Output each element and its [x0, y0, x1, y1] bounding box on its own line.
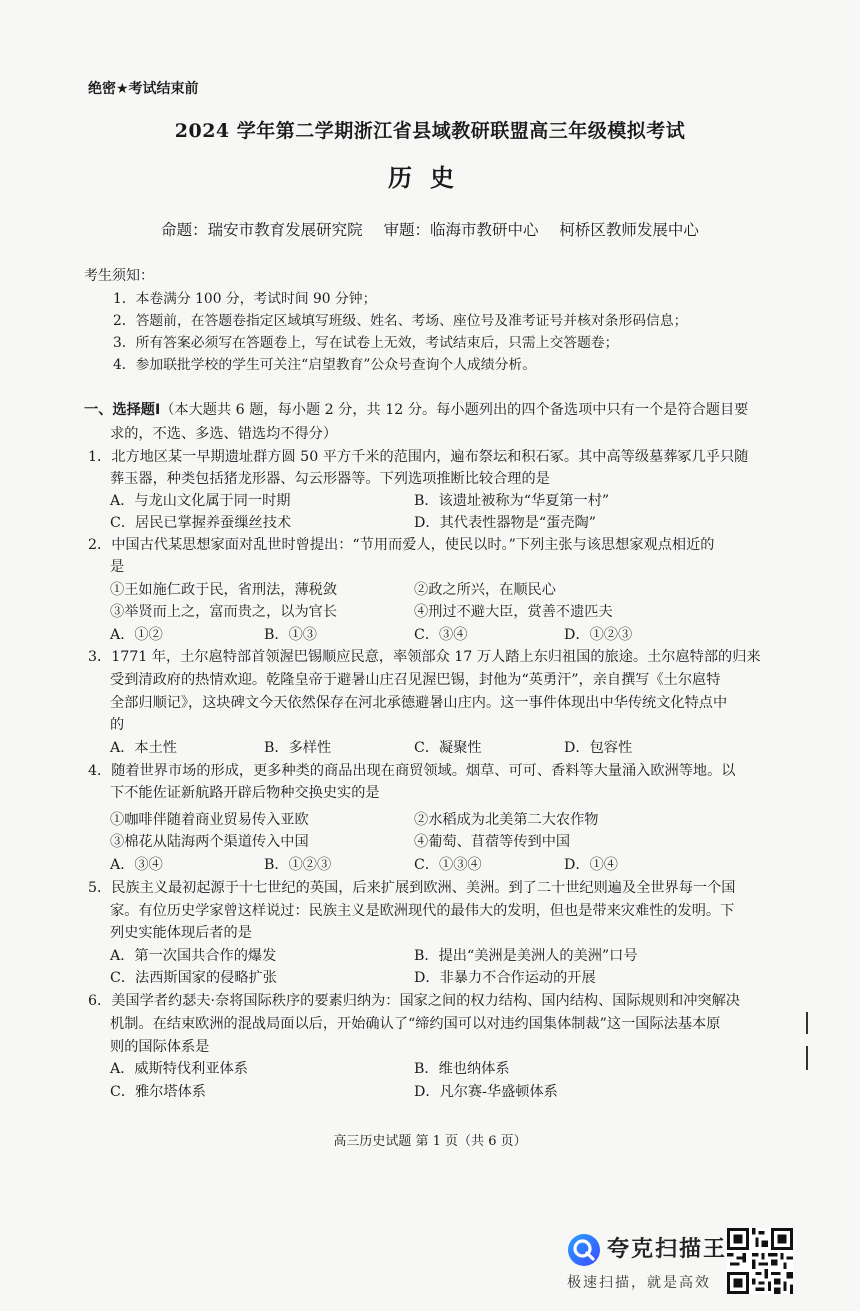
- q1-option-a: A．与龙山文化属于同一时期: [110, 493, 291, 509]
- section-heading: [84, 399, 748, 419]
- question-3-line: 的: [110, 717, 125, 733]
- question-4-line: 4．随着世界市场的形成，更多种类的商品出现在商贸领域。烟草、可可、香料等大量涌入欧洲等地。以: [88, 763, 736, 779]
- q5-option-c: C．法西斯国家的侵略扩张: [110, 970, 277, 986]
- scanner-name: 夸克扫描王: [607, 1237, 728, 1262]
- q3-option-d: D．包容性: [564, 740, 633, 756]
- q5-option-b: B．提出“美洲是美洲人的美洲”口号: [414, 948, 638, 964]
- q1-option-d: D．其代表性器物是“蛋壳陶”: [414, 515, 596, 531]
- q2-option-b: B．①③: [264, 627, 317, 643]
- notice-heading: 考生须知：: [84, 268, 154, 284]
- confidential-label: 绝密★考试结束前: [88, 81, 199, 97]
- notice-item: 1．本卷满分 100 分，考试时间 90 分钟；: [113, 291, 377, 307]
- question-3-line: 全部归顺记》，这块碑文今天依然保存在河北承德避暑山庄内。这一事件体现出中华传统文化特点中: [110, 695, 728, 711]
- notice-item: 4．参加联批学校的学生可关注“启望教育”公众号查询个人成绩分析。: [113, 357, 536, 373]
- q4-option-b: B．①②③: [264, 857, 332, 873]
- q1-option-c: C．居民已掌握养蚕缫丝技术: [110, 515, 292, 531]
- q4-option-a: A．③④: [110, 857, 163, 873]
- q2-item-4: ④刑过不避大臣，赏善不遗匹夫: [414, 604, 613, 620]
- question-5-line: 5．民族主义最初起源于十七世纪的英国，后来扩展到欧洲、美洲。到了二十世纪则遍及全世界每一个国: [88, 880, 736, 896]
- q6-option-d: D．凡尔赛-华盛顿体系: [414, 1084, 558, 1100]
- q3-option-a: A．本土性: [110, 740, 177, 756]
- page-footer: 高三历史试题 第 1 页（共 6 页）: [333, 1134, 527, 1149]
- q5-option-d: D．非暴力不合作运动的开展: [414, 970, 596, 986]
- q4-option-d: D．①④: [564, 857, 618, 873]
- question-6-line: 则的国际体系是: [110, 1039, 210, 1055]
- q2-option-d: D．①②③: [564, 627, 633, 643]
- q4-item-1: ①咖啡伴随着商业贸易传入亚欧: [110, 812, 309, 828]
- question-2-line: 2．中国古代某思想家面对乱世时曾提出：“节用而爱人，使民以时。”下列主张与该思想家观点相近的: [88, 537, 715, 553]
- margin-mark: [806, 1012, 808, 1034]
- question-5-line: 家。有位历史学家曾这样说过：民族主义是欧洲现代的最伟大的发明，但也是带来灾难性的发明。下: [110, 903, 735, 919]
- question-2-line: 是: [110, 559, 125, 575]
- q1-option-b: B．该遗址被称为“华夏第一村”: [414, 493, 610, 509]
- q4-item-2: ②水稻成为北美第二大农作物: [414, 812, 599, 828]
- question-1-line: 1．北方地区某一早期遗址群方圆 50 平方千米的范围内，遍布祭坛和积石冢。其中高等级墓葬冢几乎只随: [88, 449, 749, 465]
- scanner-watermark: [567, 1228, 860, 1298]
- q3-option-b: B．多样性: [264, 740, 332, 756]
- question-6-line: 机制。在结束欧洲的混战局面以后，开始确认了“缔约国可以对违约国集体制裁”这一国际法基本原: [110, 1016, 721, 1032]
- question-5-line: 列史实能体现后者的是: [110, 925, 252, 941]
- q3-option-c: C．凝聚性: [414, 740, 482, 756]
- q4-option-c: C．①③④: [414, 857, 482, 873]
- notice-item: 2．答题前，在答题卷指定区域填写班级、姓名、考场、座位号及准考证号并核对条形码信息；: [113, 313, 688, 329]
- subject-title: 历史: [388, 164, 472, 192]
- q6-option-a: A．威斯特伐利亚体系: [110, 1061, 248, 1077]
- exam-title: 2024 学年第二学期浙江省县域教研联盟高三年级模拟考试: [174, 120, 686, 142]
- question-1-line: 葬玉器，种类包括猪龙形器、勾云形器等。下列选项推断比较合理的是: [110, 471, 550, 487]
- authors-line: 命题：瑞安市教育发展研究院 审题：临海市教研中心 柯桥区教师发展中心: [161, 221, 699, 239]
- section-heading-text: （本大题共 6 题，每小题 2 分，共 12 分。每小题列出的四个备选项中只有一个是符合题目要: [160, 402, 749, 418]
- q2-item-3: ③举贤而上之，富而贵之，以为官长: [110, 604, 338, 620]
- q2-item-2: ②政之所兴，在顺民心: [414, 582, 556, 598]
- qr-code-icon: [727, 1228, 793, 1294]
- q4-item-4: ④葡萄、苜蓿等传到中国: [414, 834, 571, 850]
- notice-item: 3．所有答案必须写在答题卷上，写在试卷上无效，考试结束后，只需上交答题卷；: [113, 335, 619, 351]
- scanner-slogan: 极速扫描，就是高效: [567, 1275, 711, 1291]
- section-heading-bold: 一、选择题I: [84, 402, 161, 418]
- quark-logo-icon: [567, 1233, 601, 1267]
- q2-item-1: ①王如施仁政于民，省刑法，薄税敛: [110, 582, 338, 598]
- q6-option-c: C．雅尔塔体系: [110, 1084, 206, 1100]
- q4-item-3: ③棉花从陆海两个渠道传入中国: [110, 834, 309, 850]
- q2-option-a: A．①②: [110, 627, 163, 643]
- q6-option-b: B．维也纳体系: [414, 1061, 510, 1077]
- question-6-line: 6．美国学者约瑟夫·奈将国际秩序的要素归纳为：国家之间的权力结构、国内结构、国际规则和冲突解决: [88, 993, 740, 1009]
- question-4-line: 下不能佐证新航路开辟后物种交换史实的是: [110, 785, 380, 801]
- question-3-line: 3．1771 年，土尔扈特部首领渥巴锡顺应民意，率领部众 17 万人踏上东归祖国的旅途。土尔扈特部的归来: [88, 649, 761, 665]
- section-heading-cont: 求的，不选、多选、错选均不得分）: [110, 426, 338, 442]
- q2-option-c: C．③④: [414, 627, 468, 643]
- question-3-line: 受到清政府的热情欢迎。乾隆皇帝于避暑山庄召见渥巴锡，封他为“英勇汗”，亲自撰写《土尔扈特: [110, 672, 721, 688]
- q5-option-a: A．第一次国共合作的爆发: [110, 948, 277, 964]
- margin-mark: [806, 1046, 808, 1070]
